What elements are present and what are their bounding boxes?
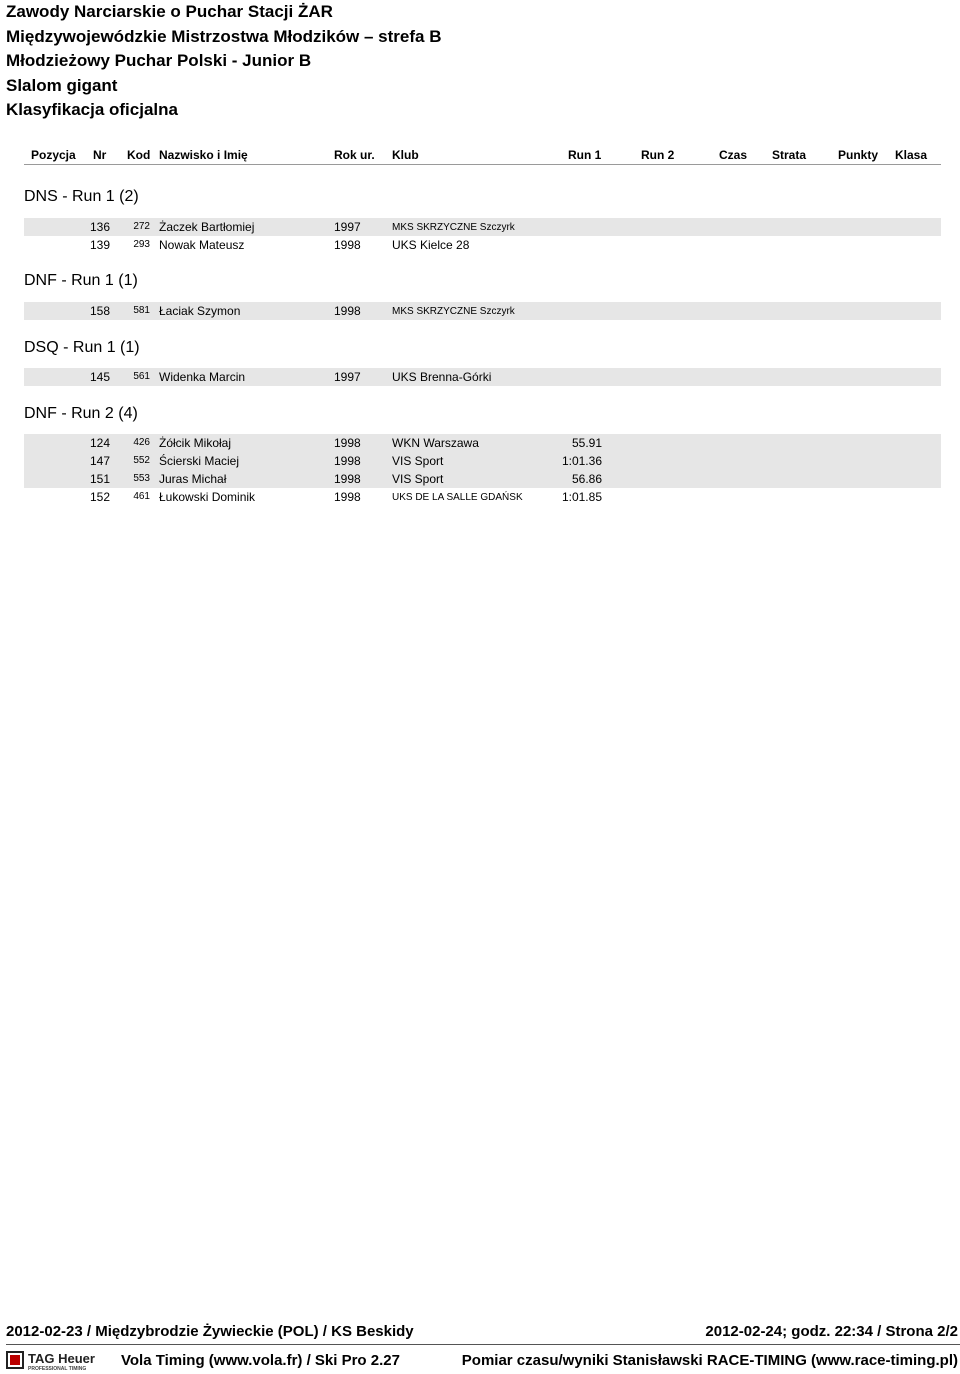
cell-rok: 1998 [334, 238, 361, 252]
cell-name: Żółcik Mikołaj [159, 436, 232, 450]
footer-credits-bar [6, 1348, 960, 1372]
col-rok: Rok ur. [334, 148, 375, 162]
cell-rok: 1998 [334, 436, 361, 450]
cell-run1: 55.91 [571, 436, 602, 450]
cell-rok: 1997 [334, 370, 361, 384]
col-kod: Kod [127, 148, 151, 162]
col-punkty: Punkty [838, 148, 879, 162]
table-row [24, 452, 941, 470]
cell-kod: 426 [133, 437, 150, 448]
cell-nr: 139 [89, 238, 110, 252]
footer-pomiar: Pomiar czasu/wyniki Stanisławski RACE-TIMING (www.race-timing.pl) [461, 1352, 958, 1369]
col-run2: Run 2 [641, 148, 675, 162]
cell-nr: 136 [89, 220, 110, 234]
cell-kod: 293 [133, 239, 150, 250]
cell-nr: 151 [89, 472, 110, 486]
cell-name: Juras Michał [159, 472, 227, 486]
col-strata: Strata [772, 148, 807, 162]
table-row [24, 236, 941, 254]
col-nr: Nr [93, 148, 107, 162]
cell-name: Żaczek Bartłomiej [159, 220, 255, 234]
cell-klub: UKS Brenna-Górki [392, 370, 492, 384]
col-klasa: Klasa [895, 148, 928, 162]
cell-klub: UKS DE LA SALLE GDAŃSK [392, 492, 523, 503]
cell-nr: 147 [89, 454, 110, 468]
col-name: Nazwisko i Imię [159, 148, 248, 162]
table-row [24, 470, 941, 488]
table-row [24, 302, 941, 320]
footer-vola: Vola Timing (www.vola.fr) / Ski Pro 2.27 [121, 1352, 400, 1369]
title-line-2: Międzywojewódzkie Mistrzostwa Młodzików – strefa B [6, 26, 442, 46]
title-line-1: Zawody Narciarskie o Puchar Stacji ŻAR [6, 2, 333, 21]
cell-kod: 272 [133, 221, 150, 232]
cell-klub: VIS Sport [392, 472, 444, 486]
table-row [24, 218, 941, 236]
cell-name: Nowak Mateusz [159, 238, 245, 252]
cell-name: Łukowski Dominik [159, 490, 256, 504]
column-header-row [24, 144, 941, 165]
cell-kod: 552 [133, 455, 150, 466]
cell-run1: 1:01.36 [561, 454, 602, 468]
cell-klub: WKN Warszawa [392, 436, 479, 450]
cell-name: Ścierski Maciej [159, 454, 240, 468]
cell-rok: 1998 [334, 304, 361, 318]
cell-kod: 461 [133, 491, 150, 502]
footer-date-page: 2012-02-24; godz. 22:34 / Strona 2/2 [705, 1323, 958, 1340]
col-klub: Klub [392, 148, 419, 162]
section-title: DNF - Run 1 (1) [24, 272, 138, 289]
section-title: DNS - Run 1 (2) [24, 188, 139, 205]
cell-klub: VIS Sport [392, 454, 444, 468]
cell-rok: 1998 [334, 490, 361, 504]
cell-name: Widenka Marcin [159, 370, 246, 384]
document-title-block [6, 0, 441, 123]
cell-nr: 145 [89, 370, 110, 384]
cell-rok: 1997 [334, 220, 361, 234]
cell-name: Łaciak Szymon [159, 304, 241, 318]
cell-nr: 158 [89, 304, 110, 318]
cell-nr: 124 [89, 436, 110, 450]
title-line-3: Młodzieżowy Puchar Polski - Junior B [6, 51, 312, 70]
logo-subtitle: PROFESSIONAL TIMING [28, 1366, 87, 1372]
col-run1: Run 1 [568, 148, 602, 162]
cell-kod: 553 [133, 473, 150, 484]
table-row [24, 434, 941, 452]
footer-event-info: 2012-02-23 / Międzybrodzie Żywieckie (POL) / KS Beskidy [6, 1323, 414, 1340]
cell-rok: 1998 [334, 454, 361, 468]
logo-wordmark: TAG Heuer [28, 1351, 95, 1366]
cell-rok: 1998 [334, 472, 361, 486]
cell-klub: MKS SKRZYCZNE Szczyrk [392, 222, 515, 233]
table-row [24, 488, 941, 506]
cell-klub: UKS Kielce 28 [392, 238, 470, 252]
title-line-4: Slalom gigant [6, 75, 118, 95]
col-czas: Czas [719, 148, 748, 162]
section-title: DNF - Run 2 (4) [24, 405, 138, 422]
section-title: DSQ - Run 1 (1) [24, 339, 140, 356]
cell-kod: 581 [133, 305, 150, 316]
footer-info-bar [6, 1322, 960, 1345]
col-pozycja: Pozycja [31, 148, 76, 162]
cell-nr: 152 [89, 490, 110, 504]
cell-run1: 56.86 [571, 472, 602, 486]
tag-heuer-logo [6, 1350, 118, 1372]
table-row [24, 368, 941, 386]
title-line-5: Klasyfikacja oficjalna [6, 100, 178, 119]
cell-klub: MKS SKRZYCZNE Szczyrk [392, 306, 515, 317]
cell-kod: 561 [133, 371, 150, 382]
cell-run1: 1:01.85 [561, 490, 602, 504]
